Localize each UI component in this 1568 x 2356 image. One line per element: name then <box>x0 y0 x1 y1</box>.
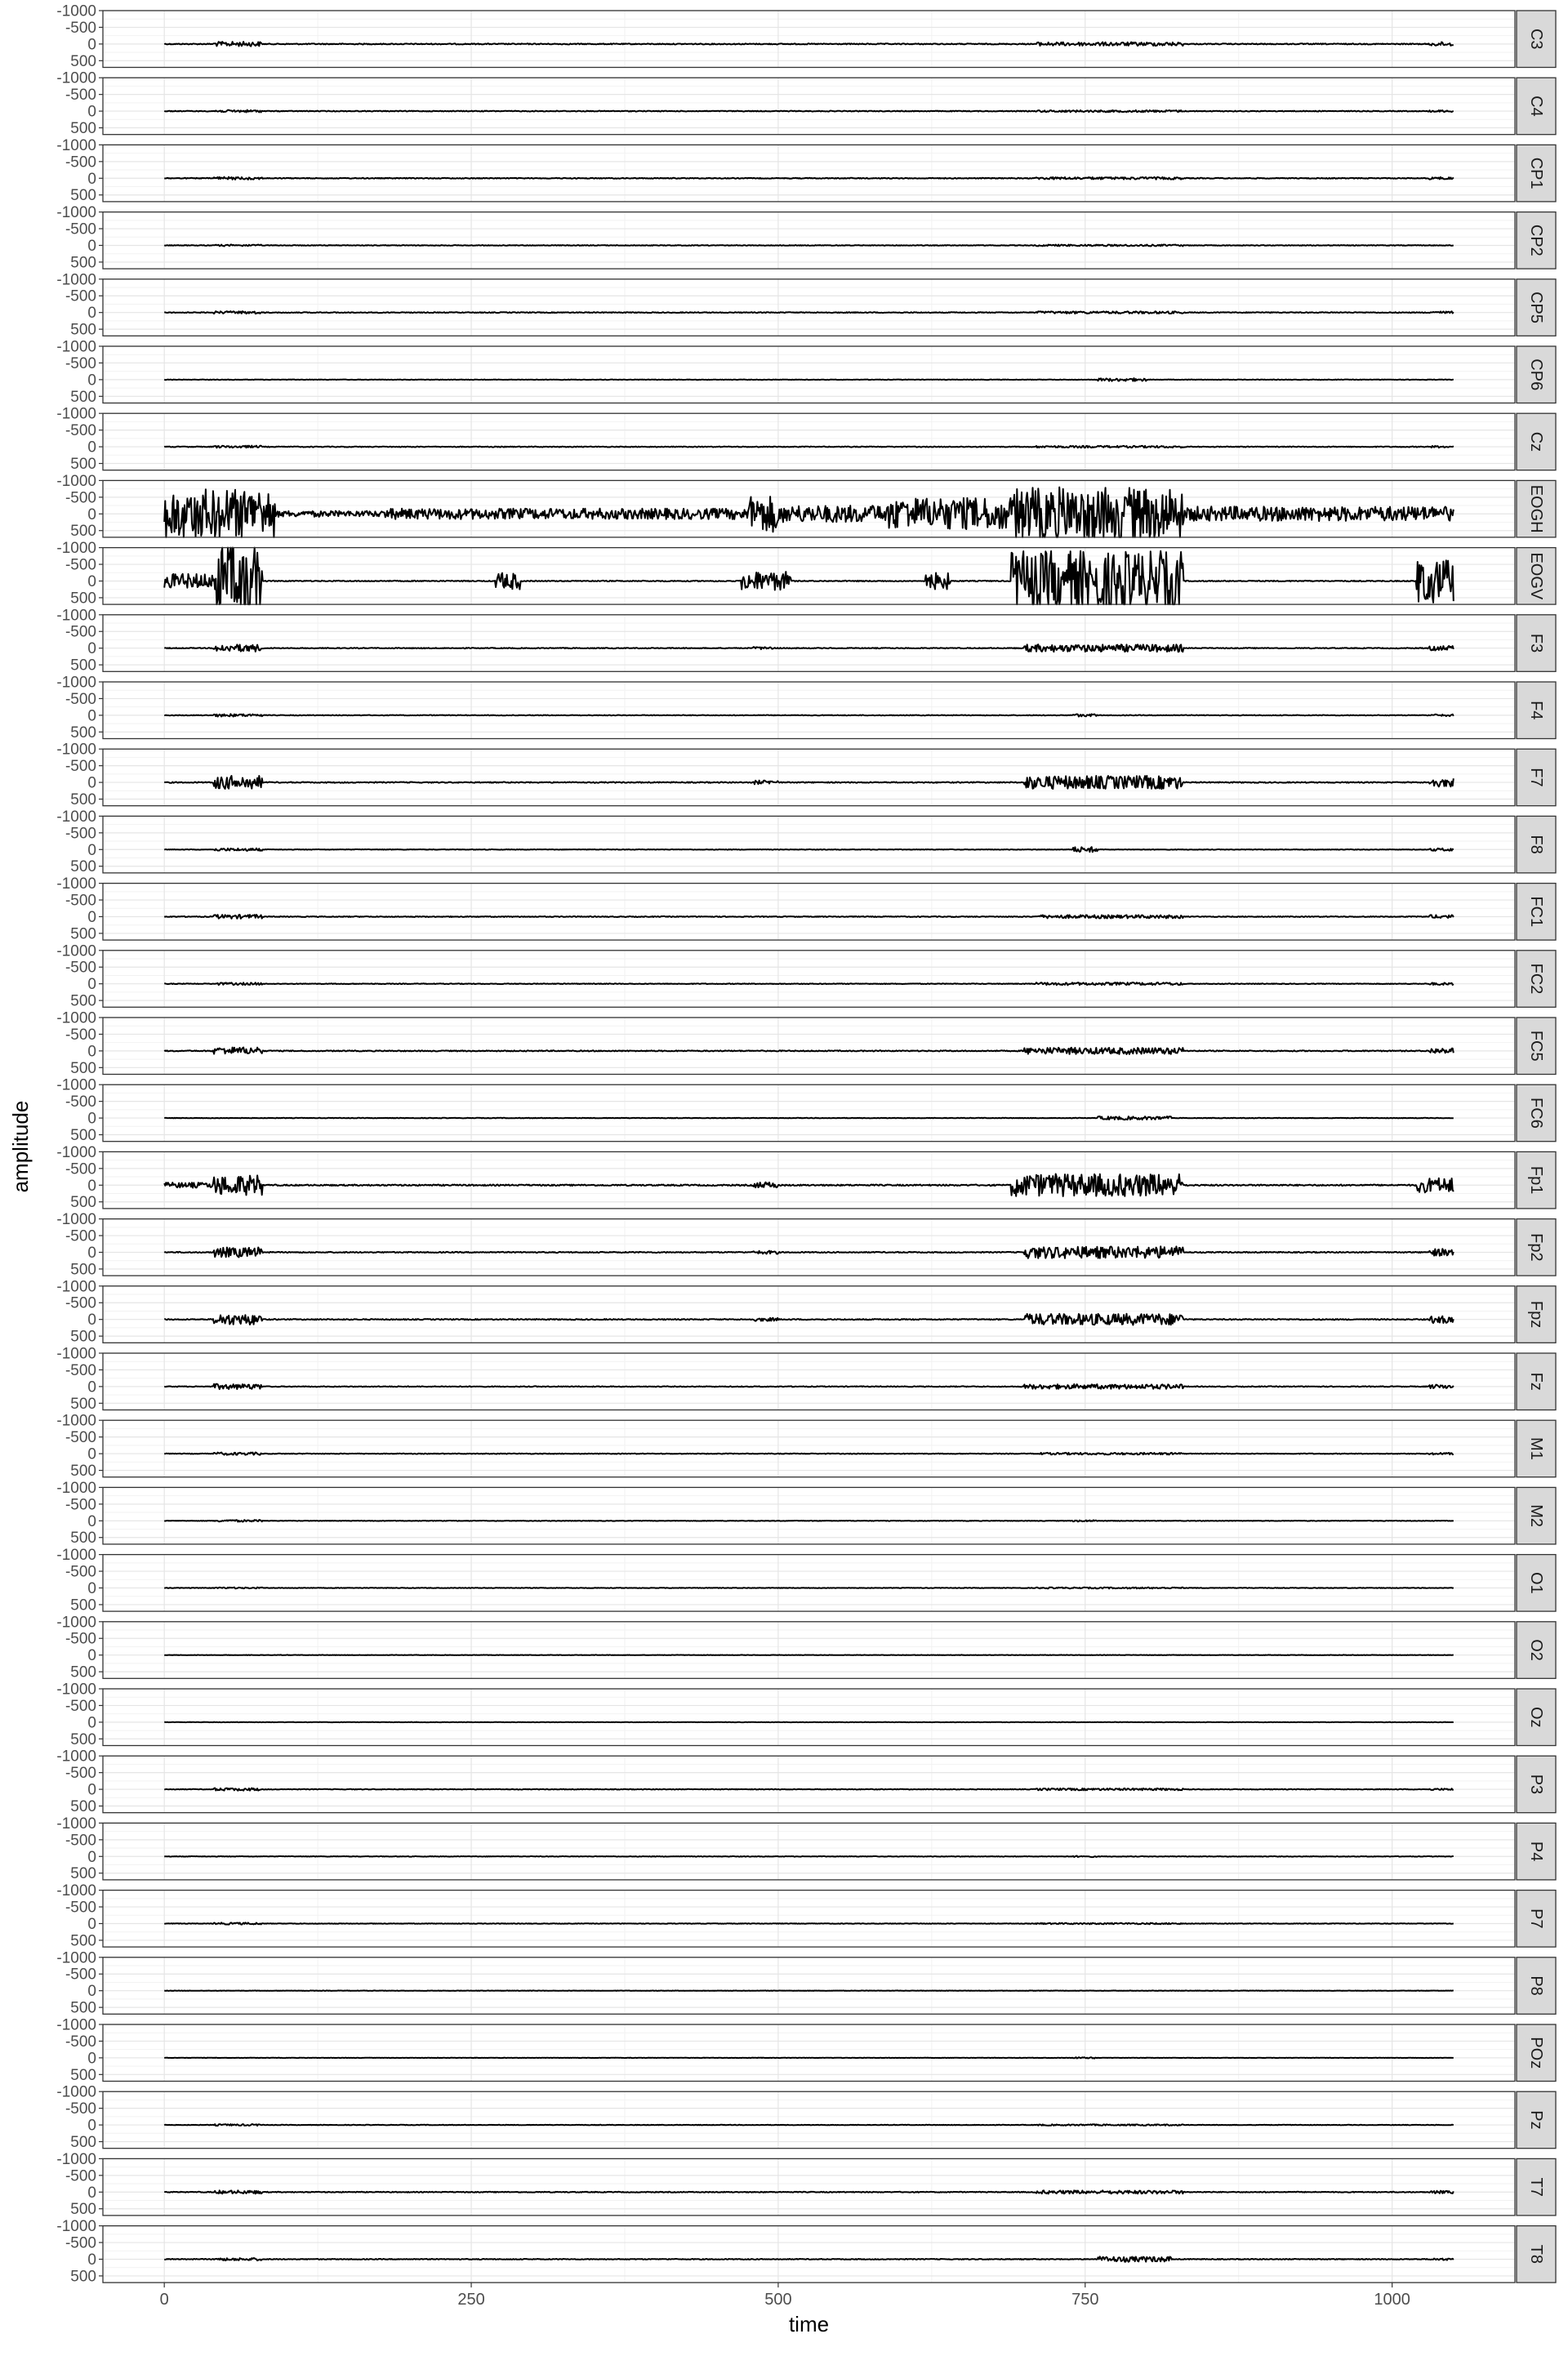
y-tick-label: -500 <box>65 758 96 776</box>
facet-panel-cp5 <box>56 271 1556 338</box>
y-tick-label: -500 <box>65 1765 96 1783</box>
facet-strip-label: M2 <box>1527 1504 1545 1528</box>
y-tick-label: 0 <box>87 640 96 658</box>
y-tick-label: 500 <box>70 1261 96 1279</box>
series-line-o1 <box>164 1588 1454 1589</box>
y-tick-label: -1000 <box>56 2 96 20</box>
facet-panel-fz <box>56 1346 1556 1413</box>
y-tick-label: 500 <box>70 791 96 809</box>
y-tick-label: -500 <box>65 422 96 440</box>
facet-panel-fc1 <box>56 875 1556 942</box>
y-tick-label: -500 <box>65 1697 96 1715</box>
y-tick-label: 0 <box>87 1445 96 1463</box>
y-tick-label: -500 <box>65 556 96 574</box>
y-tick-label: 500 <box>70 2134 96 2152</box>
y-tick-label: -500 <box>65 1093 96 1111</box>
facet-strip-label: CP1 <box>1527 157 1545 189</box>
y-tick-label: 0 <box>87 372 96 390</box>
facet-strip-label: P8 <box>1527 1975 1545 1996</box>
facet-strip-label: C4 <box>1527 96 1545 117</box>
y-tick-label: 0 <box>87 1244 96 1262</box>
y-tick-label: 0 <box>87 1983 96 2001</box>
y-tick-label: 500 <box>70 992 96 1010</box>
facet-panel-m2 <box>56 1480 1556 1547</box>
panels-group <box>56 3 1556 2286</box>
y-tick-label: -1000 <box>56 136 96 154</box>
y-tick-label: 500 <box>70 1798 96 1816</box>
facet-strip-label: F3 <box>1527 633 1545 653</box>
y-tick-label: 500 <box>70 2201 96 2219</box>
y-tick-label: -1000 <box>56 338 96 356</box>
y-tick-label: 500 <box>70 388 96 406</box>
facet-strip-label: Fpz <box>1527 1300 1545 1329</box>
facet-strip-label: EOGH <box>1527 484 1545 533</box>
y-tick-label: -1000 <box>56 1076 96 1094</box>
facet-strip-label: P4 <box>1527 1841 1545 1862</box>
facet-panel-p4 <box>56 1815 1556 1882</box>
x-tick-label: 500 <box>764 2291 792 2309</box>
y-tick-label: 0 <box>87 2184 96 2202</box>
y-tick-label: -1000 <box>56 1278 96 1296</box>
y-tick-label: 0 <box>87 1312 96 1329</box>
facet-panel-f7 <box>56 742 1556 808</box>
y-tick-label: 0 <box>87 103 96 121</box>
y-tick-label: -1000 <box>56 741 96 759</box>
y-tick-label: -1000 <box>56 1009 96 1027</box>
y-tick-label: 0 <box>87 1848 96 1866</box>
facet-strip-label: CP2 <box>1527 224 1545 256</box>
y-tick-label: -500 <box>65 1832 96 1850</box>
facet-strip-label: Oz <box>1527 1706 1545 1728</box>
y-tick-label: 500 <box>70 1597 96 1614</box>
y-tick-label: -1000 <box>56 472 96 490</box>
y-tick-label: 500 <box>70 1194 96 1212</box>
y-tick-label: 500 <box>70 1127 96 1145</box>
y-tick-label: 0 <box>87 2251 96 2269</box>
facet-panel-cp2 <box>56 204 1556 271</box>
y-tick-label: 0 <box>87 36 96 54</box>
y-tick-label: -500 <box>65 959 96 977</box>
x-tick-label: 1000 <box>1374 2291 1410 2309</box>
y-tick-label: 0 <box>87 2050 96 2068</box>
y-tick-label: 0 <box>87 1915 96 1933</box>
y-tick-label: 0 <box>87 1781 96 1799</box>
y-tick-label: -1000 <box>56 1949 96 1967</box>
facet-panel-fp1 <box>56 1144 1556 1211</box>
facet-strip-label: Pz <box>1527 2110 1545 2130</box>
facet-strip-label: P7 <box>1527 1908 1545 1929</box>
y-tick-label: 500 <box>70 1663 96 1681</box>
y-tick-label: -1000 <box>56 271 96 289</box>
y-tick-label: 500 <box>70 1328 96 1346</box>
y-tick-label: -1000 <box>56 942 96 960</box>
facet-strip-label: T7 <box>1527 2177 1545 2197</box>
series-line-p4 <box>164 1856 1454 1858</box>
y-tick-label: 0 <box>87 1647 96 1665</box>
facet-strip-label: Fp2 <box>1527 1233 1545 1262</box>
facet-panel-eogh <box>56 473 1556 540</box>
facet-panel-fc6 <box>56 1077 1556 1144</box>
y-tick-label: 500 <box>70 120 96 138</box>
y-tick-label: -500 <box>65 287 96 305</box>
facet-panel-f3 <box>56 607 1556 674</box>
y-tick-label: 500 <box>70 724 96 742</box>
y-tick-label: -1000 <box>56 2150 96 2168</box>
facet-panel-poz <box>56 2017 1556 2084</box>
y-tick-label: -1000 <box>56 1882 96 1900</box>
y-tick-label: 500 <box>70 1865 96 1883</box>
y-tick-label: -500 <box>65 154 96 171</box>
y-tick-label: -1000 <box>56 405 96 423</box>
y-tick-label: -500 <box>65 87 96 105</box>
y-tick-label: -1000 <box>56 674 96 692</box>
y-tick-label: -500 <box>65 2167 96 2185</box>
facet-panel-fc2 <box>56 942 1556 1009</box>
facet-strip-label: O2 <box>1527 1639 1545 1661</box>
facet-panel-eogv <box>56 540 1556 607</box>
y-tick-label: 500 <box>70 1730 96 1748</box>
y-tick-label: 0 <box>87 1177 96 1195</box>
facet-strip-label: F4 <box>1527 701 1545 720</box>
y-tick-label: -500 <box>65 690 96 708</box>
facet-panel-fp2 <box>56 1211 1556 1278</box>
y-tick-label: -500 <box>65 892 96 910</box>
y-tick-label: -1000 <box>56 1815 96 1833</box>
facet-panel-p8 <box>56 1949 1556 2016</box>
y-tick-label: 500 <box>70 52 96 70</box>
y-tick-label: -1000 <box>56 204 96 222</box>
y-tick-label: 500 <box>70 523 96 541</box>
x-tick-label: 0 <box>159 2291 169 2309</box>
y-tick-label: -500 <box>65 1026 96 1044</box>
y-tick-label: 0 <box>87 707 96 725</box>
y-tick-label: -1000 <box>56 2016 96 2034</box>
y-tick-label: -1000 <box>56 540 96 558</box>
y-axis-title: amplitude <box>8 1100 33 1193</box>
y-tick-label: 500 <box>70 254 96 272</box>
facet-panel-f4 <box>56 675 1556 742</box>
facet-strip-label: FC1 <box>1527 896 1545 928</box>
facet-strip-label: FC6 <box>1527 1098 1545 1129</box>
facet-strip-label: O1 <box>1527 1572 1545 1594</box>
facet-strip-label: EOGV <box>1527 552 1545 600</box>
facet-panel-t8 <box>56 2218 1556 2285</box>
y-tick-label: 500 <box>70 1463 96 1481</box>
y-tick-label: -1000 <box>56 1547 96 1565</box>
y-tick-label: 500 <box>70 321 96 339</box>
y-tick-label: 0 <box>87 2117 96 2135</box>
series-line-poz <box>164 2057 1454 2059</box>
y-tick-label: 0 <box>87 1579 96 1597</box>
y-tick-label: -500 <box>65 19 96 37</box>
facet-panel-o2 <box>56 1614 1556 1681</box>
facet-strip-label: CP6 <box>1527 359 1545 391</box>
x-axis <box>160 2283 1410 2336</box>
y-tick-label: -500 <box>65 825 96 843</box>
series-line-oz <box>164 1722 1454 1723</box>
facet-panel-f8 <box>56 808 1556 875</box>
facet-strip-label: F8 <box>1527 835 1545 854</box>
facet-panel-c4 <box>56 70 1556 137</box>
y-tick-label: -500 <box>65 1563 96 1581</box>
y-tick-label: 0 <box>87 774 96 792</box>
y-tick-label: 500 <box>70 1530 96 1548</box>
y-tick-label: 500 <box>70 1999 96 2017</box>
y-tick-label: 500 <box>70 2268 96 2286</box>
y-tick-label: -500 <box>65 623 96 641</box>
facet-strip-label: CP5 <box>1527 292 1545 324</box>
facet-strip-label: F7 <box>1527 768 1545 787</box>
facet-panel-m1 <box>56 1413 1556 1480</box>
y-tick-label: -500 <box>65 1966 96 1984</box>
facet-panel-fc5 <box>56 1010 1556 1077</box>
y-tick-label: 0 <box>87 976 96 994</box>
y-tick-label: -500 <box>65 1294 96 1312</box>
facet-strip-label: FC2 <box>1527 963 1545 995</box>
facet-strip-label: M1 <box>1527 1437 1545 1460</box>
y-tick-label: -500 <box>65 2100 96 2118</box>
y-tick-label: 0 <box>87 305 96 323</box>
y-tick-label: -500 <box>65 1160 96 1178</box>
facet-panel-fpz <box>56 1278 1556 1345</box>
facet-panel-cz <box>56 406 1556 473</box>
y-tick-label: -1000 <box>56 607 96 625</box>
y-tick-label: 0 <box>87 572 96 590</box>
x-tick-label: 250 <box>457 2291 485 2309</box>
y-tick-label: -1000 <box>56 1479 96 1497</box>
y-tick-label: 0 <box>87 170 96 188</box>
y-tick-label: 500 <box>70 1059 96 1077</box>
facet-strip-label: Fp1 <box>1527 1165 1545 1195</box>
y-tick-label: 500 <box>70 1932 96 1950</box>
y-tick-label: 0 <box>87 1043 96 1061</box>
y-tick-label: 500 <box>70 925 96 943</box>
y-tick-label: 0 <box>87 439 96 457</box>
y-tick-label: -1000 <box>56 1614 96 1632</box>
y-tick-label: 0 <box>87 1512 96 1530</box>
y-tick-label: -500 <box>65 1227 96 1245</box>
y-tick-label: 0 <box>87 1714 96 1732</box>
x-axis-title: time <box>788 2312 830 2337</box>
y-tick-label: 500 <box>70 2066 96 2084</box>
facet-panel-o1 <box>56 1547 1556 1614</box>
y-tick-label: -500 <box>65 1429 96 1447</box>
facet-panel-p3 <box>56 1748 1556 1815</box>
facet-strip-label: Fz <box>1527 1372 1545 1391</box>
facet-panel-cp6 <box>56 339 1556 406</box>
facet-panel-c3 <box>56 3 1556 70</box>
y-tick-label: 0 <box>87 237 96 255</box>
y-tick-label: -500 <box>65 1630 96 1648</box>
y-tick-label: 500 <box>70 657 96 675</box>
facet-panel-oz <box>56 1681 1556 1748</box>
y-tick-label: 500 <box>70 187 96 205</box>
facet-panel-cp1 <box>56 137 1556 204</box>
facet-strip-label: Cz <box>1527 431 1545 452</box>
y-tick-label: -500 <box>65 1361 96 1379</box>
facet-strip-label: POz <box>1527 2037 1545 2069</box>
series-line-cp2 <box>164 245 1454 247</box>
y-tick-label: 500 <box>70 1395 96 1413</box>
y-tick-label: 0 <box>87 908 96 926</box>
facet-strip-label: P3 <box>1527 1774 1545 1795</box>
y-tick-label: -500 <box>65 489 96 507</box>
y-tick-label: -500 <box>65 2033 96 2051</box>
y-tick-label: 0 <box>87 505 96 523</box>
y-tick-label: -1000 <box>56 875 96 893</box>
facet-panel-t7 <box>56 2151 1556 2218</box>
y-tick-label: -500 <box>65 2234 96 2252</box>
series-line-p8 <box>164 1990 1454 1991</box>
facet-strip-label: C3 <box>1527 28 1545 50</box>
y-tick-label: -1000 <box>56 1412 96 1430</box>
y-tick-label: -1000 <box>56 1345 96 1363</box>
facet-panel-pz <box>56 2084 1556 2151</box>
y-tick-label: 500 <box>70 590 96 608</box>
x-tick-label: 750 <box>1071 2291 1099 2309</box>
y-tick-label: -1000 <box>56 1211 96 1229</box>
y-tick-label: -1000 <box>56 2218 96 2236</box>
y-tick-label: -500 <box>65 354 96 372</box>
y-tick-label: -500 <box>65 220 96 238</box>
y-tick-label: -1000 <box>56 2083 96 2101</box>
y-tick-label: -1000 <box>56 1143 96 1161</box>
y-tick-label: 500 <box>70 858 96 876</box>
y-tick-label: 0 <box>87 1110 96 1128</box>
facet-panel-p7 <box>56 1882 1556 1949</box>
y-tick-label: -1000 <box>56 1748 96 1766</box>
y-tick-label: -1000 <box>56 1681 96 1699</box>
y-tick-label: 0 <box>87 841 96 859</box>
facet-strip-label: FC5 <box>1527 1030 1545 1062</box>
y-tick-label: 0 <box>87 1378 96 1396</box>
y-tick-label: -1000 <box>56 808 96 826</box>
y-tick-label: -500 <box>65 1496 96 1514</box>
y-tick-label: 500 <box>70 456 96 474</box>
facet-strip-label: T8 <box>1527 2244 1545 2265</box>
series-line-pz <box>164 2124 1454 2126</box>
y-tick-label: -1000 <box>56 69 96 87</box>
y-tick-label: -500 <box>65 1899 96 1917</box>
